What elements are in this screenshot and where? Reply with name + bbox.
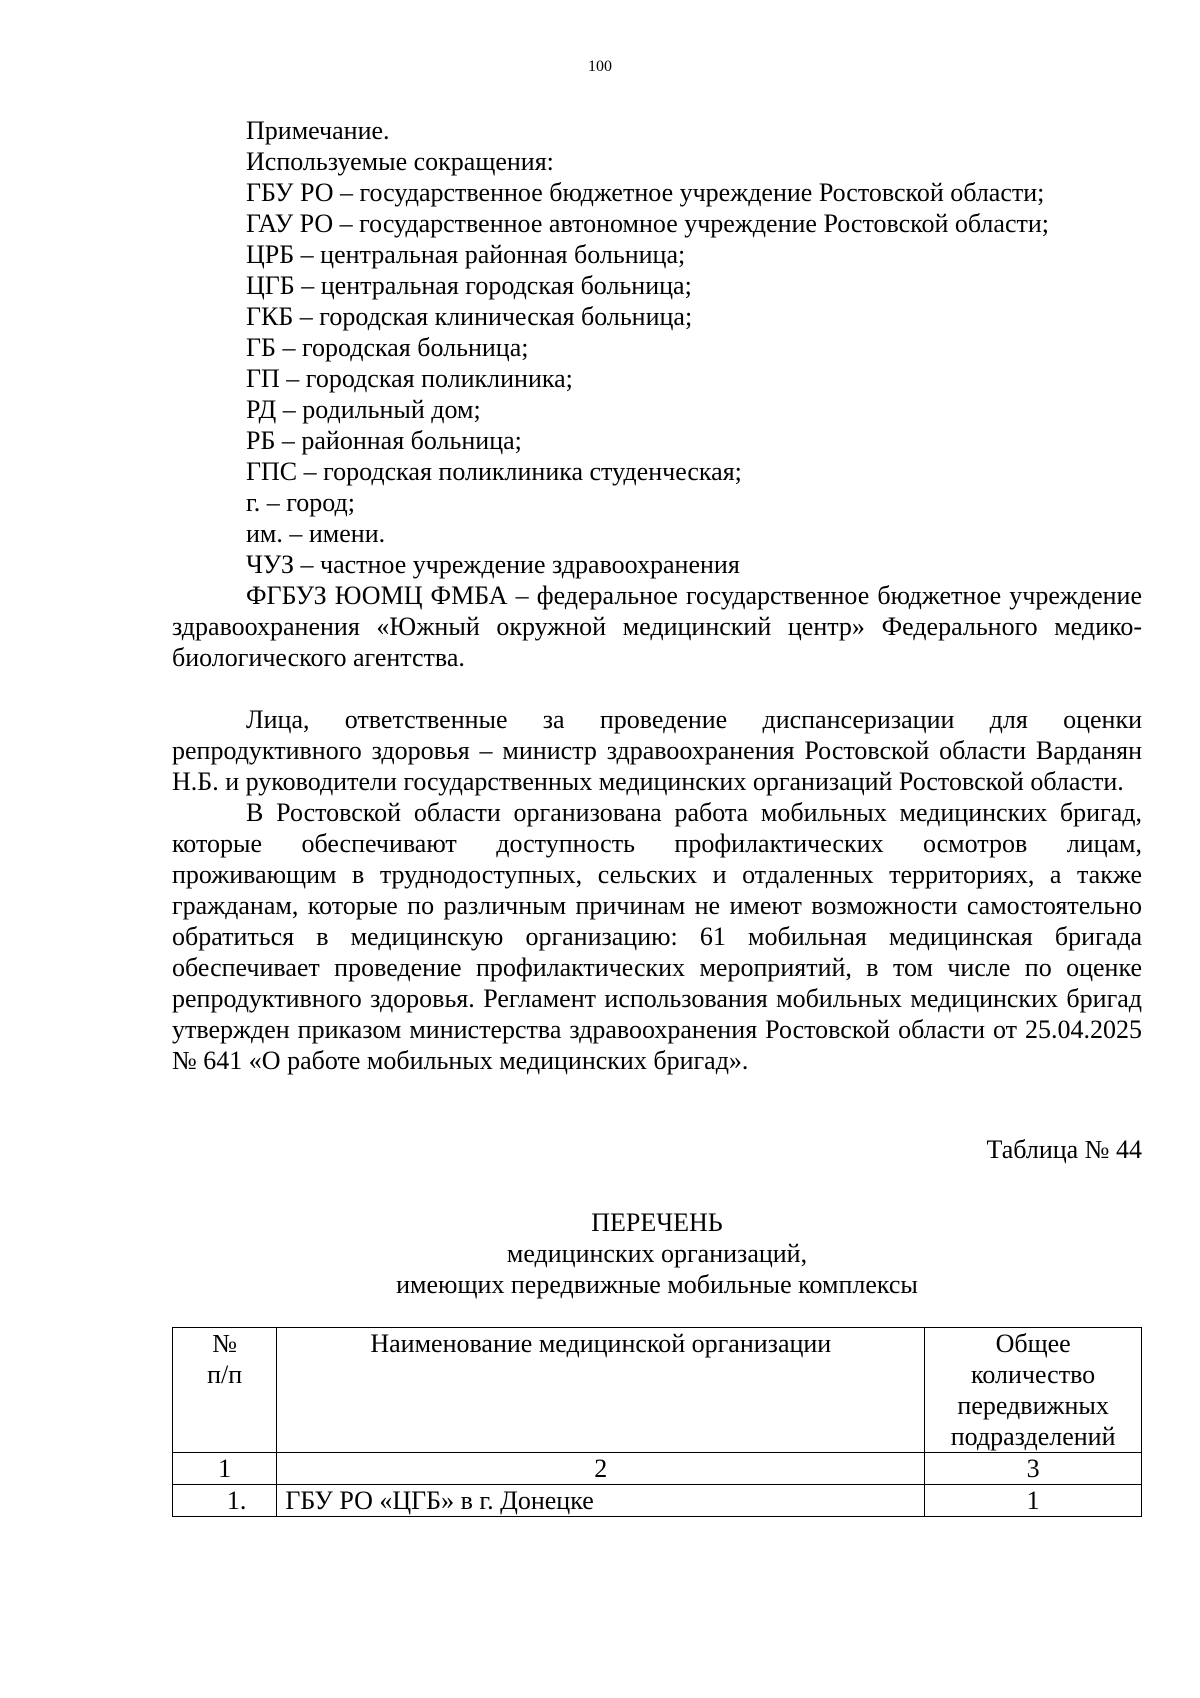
table-subtitle-line: медицинских организаций, <box>506 1239 808 1268</box>
responsible-persons-paragraph: Лица, ответственные за проведение диспансеризации для оценки репродуктивного здоровья – министр здравоохранения Ростовской области Варданян Н.Б. и руководители государственных медицинских организаций Ростовской области. <box>172 705 1142 796</box>
fgbuz-abbreviation: ФГБУЗ ЮОМЦ ФМБА – федеральное государственное бюджетное учреждение здравоохранения «Южный окружной медицинский центр» Федерального медико-биологического агентства. <box>172 581 1142 672</box>
header-num-symbol: № <box>212 1329 238 1358</box>
mobile-brigades-paragraph: В Ростовской области организована работа мобильных медицинских бригад, которые обеспечивают доступность профилактических осмотров лицам, проживающим в труднодоступных, сельских и отдаленных территориях, а также гражданам, которые по различным причинам не имеют возможности самостоятельно обратиться в медицинскую организацию: 61 мобильная медицинская бригада обеспечивает проведение профилактических мероприятий, в том числе по оценке репродуктивного здоровья. Регламент использования мобильных медицинских бригад утвержден приказом министерства здравоохранения Ростовской области от 25.04.2025 № 641 «О работе мобильных медицинских бригад». <box>172 798 1142 1075</box>
column-number-cell: 1 <box>173 1453 277 1485</box>
header-count-line: подразделений <box>950 1422 1116 1451</box>
abbreviation-item: ГП – городская поликлиника; <box>246 364 573 393</box>
abbreviation-item: ЦРБ – центральная районная больница; <box>246 240 686 269</box>
notes-heading: Примечание. <box>246 116 390 145</box>
abbreviation-item: ГАУ РО – государственное автономное учреждение Ростовской области; <box>246 209 1049 238</box>
organizations-table <box>172 1327 1142 1517</box>
abbreviation-item: РБ – районная больница; <box>246 426 522 455</box>
abbreviation-item: ГБУ РО – государственное бюджетное учреждение Ростовской области; <box>246 178 1045 207</box>
table-header-row <box>173 1328 1142 1453</box>
table-label: Таблица № 44 <box>986 1135 1142 1164</box>
column-number-cell: 2 <box>277 1453 925 1485</box>
column-number-cell: 3 <box>925 1453 1142 1485</box>
header-num-abbrev: п/п <box>207 1360 243 1389</box>
page-number: 100 <box>588 58 612 75</box>
header-count-cell <box>925 1328 1142 1453</box>
abbreviation-item: ГПС – городская поликлиника студенческая; <box>246 457 742 486</box>
abbreviation-item: РД – родильный дом; <box>246 395 481 424</box>
abbreviation-item: им. – имени. <box>246 519 386 548</box>
paragraph-gap <box>172 673 1142 704</box>
row-name-cell: ГБУ РО «ЦГБ» в г. Донецке <box>277 1485 925 1517</box>
row-num-cell: 1. <box>173 1485 277 1517</box>
header-count-line: количество <box>971 1360 1096 1389</box>
row-count-cell: 1 <box>925 1485 1142 1517</box>
column-number-row <box>173 1453 1142 1485</box>
table-title-block <box>172 1207 1142 1300</box>
header-name-cell: Наименование медицинской организации <box>277 1328 925 1453</box>
abbreviation-item: г. – город; <box>246 488 355 517</box>
abbreviation-item: ГБ – городская больница; <box>246 333 529 362</box>
table-title: ПЕРЕЧЕНЬ <box>591 1208 723 1237</box>
notes-subheading: Используемые сокращения: <box>246 147 554 176</box>
document-content <box>172 115 1142 1517</box>
header-count-line: передвижных <box>957 1391 1109 1420</box>
table-row <box>173 1485 1142 1517</box>
header-count-line: Общее <box>995 1329 1071 1358</box>
abbreviation-item: ЦГБ – центральная городская больница; <box>246 271 692 300</box>
abbreviation-item: ГКБ – городская клиническая больница; <box>246 302 693 331</box>
header-num-cell <box>173 1328 277 1453</box>
table-subtitle-line: имеющих передвижные мобильные комплексы <box>396 1270 918 1299</box>
abbreviation-item: ЧУЗ – частное учреждение здравоохранения <box>246 550 740 579</box>
